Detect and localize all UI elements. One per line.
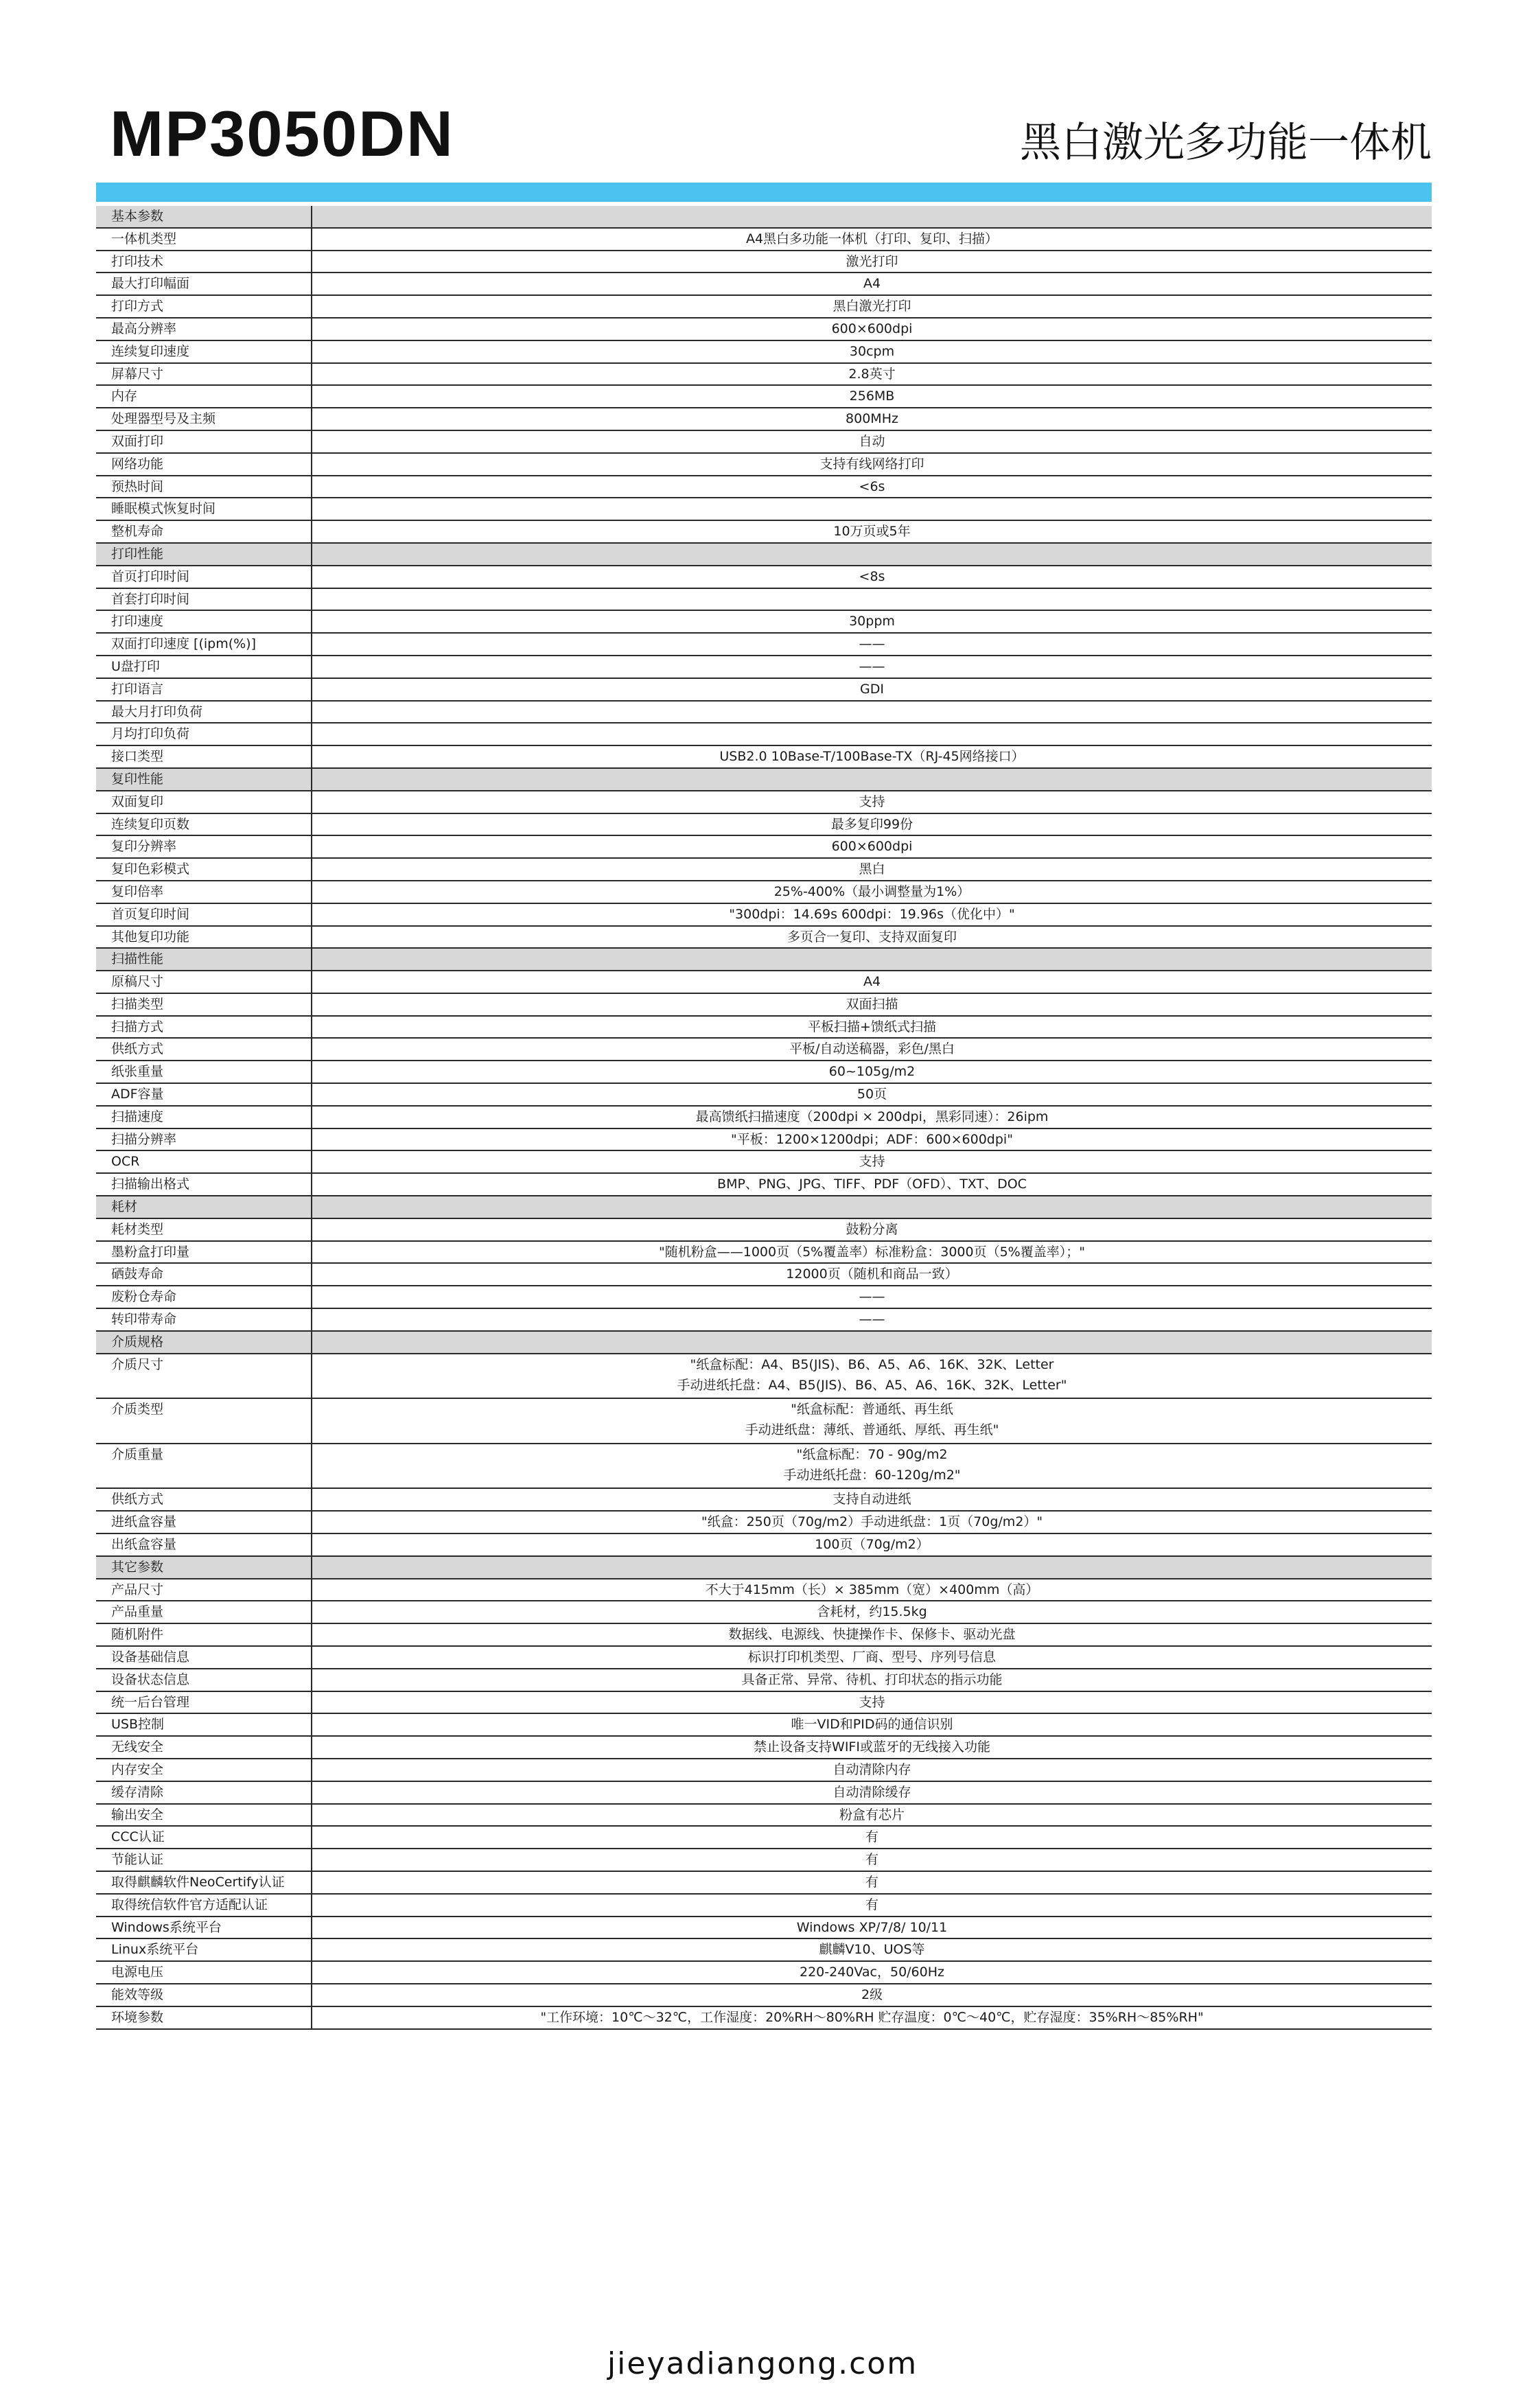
spec-row bbox=[96, 1669, 1432, 1692]
spec-value bbox=[312, 1399, 1432, 1443]
spec-label: 设备基础信息 bbox=[96, 1647, 312, 1668]
spec-row bbox=[96, 1647, 1432, 1669]
spec-label: 无线安全 bbox=[96, 1737, 312, 1758]
spec-label: 能效等级 bbox=[96, 1984, 312, 2006]
spec-label: 扫描速度 bbox=[96, 1107, 312, 1128]
spec-label: 首套打印时间 bbox=[96, 589, 312, 610]
spec-table bbox=[96, 206, 1432, 2030]
spec-value: 有 bbox=[865, 1852, 878, 1868]
spec-row bbox=[96, 746, 1432, 769]
spec-row bbox=[96, 2007, 1432, 2030]
spec-value: GDI bbox=[860, 681, 884, 697]
spec-value bbox=[312, 1196, 1432, 1218]
spec-row bbox=[96, 791, 1432, 814]
spec-row bbox=[96, 1512, 1432, 1534]
spec-row bbox=[96, 723, 1432, 746]
spec-row bbox=[96, 1805, 1432, 1827]
spec-value bbox=[312, 544, 1432, 565]
spec-label: 首页打印时间 bbox=[96, 566, 312, 588]
spec-label: 取得麒麟软件NeoCertify认证 bbox=[96, 1872, 312, 1893]
spec-value bbox=[312, 723, 1432, 745]
spec-row bbox=[96, 341, 1432, 364]
spec-label: 整机寿命 bbox=[96, 521, 312, 542]
spec-label: 纸张重量 bbox=[96, 1061, 312, 1083]
spec-row bbox=[96, 454, 1432, 476]
spec-row bbox=[96, 1061, 1432, 1084]
spec-value: Windows XP/7/8/ 10/11 bbox=[796, 1919, 948, 1935]
spec-value: 禁止设备支持WIFI或蓝牙的无线接入功能 bbox=[754, 1739, 990, 1755]
spec-row bbox=[96, 1849, 1432, 1872]
spec-row bbox=[96, 971, 1432, 994]
spec-label: 随机附件 bbox=[96, 1624, 312, 1645]
spec-value: 有 bbox=[865, 1829, 878, 1845]
spec-label: 统一后台管理 bbox=[96, 1692, 312, 1713]
section-header bbox=[96, 949, 1432, 971]
spec-row bbox=[96, 634, 1432, 656]
section-title: 耗材 bbox=[96, 1196, 312, 1218]
spec-value: 自动 bbox=[859, 433, 885, 449]
spec-row bbox=[96, 229, 1432, 251]
spec-value: 具备正常、异常、待机、打印状态的指示功能 bbox=[741, 1671, 1003, 1687]
accent-bar bbox=[96, 183, 1432, 202]
spec-label: 打印技术 bbox=[96, 251, 312, 273]
spec-value: "300dpi：14.69s 600dpi：19.96s（优化中）" bbox=[729, 906, 1015, 922]
spec-value: 100页（70g/m2） bbox=[815, 1537, 929, 1553]
spec-label: 介质尺寸 bbox=[96, 1354, 312, 1398]
spec-value: —— bbox=[859, 1289, 885, 1305]
spec-label: 耗材类型 bbox=[96, 1219, 312, 1240]
spec-value: 粉盒有芯片 bbox=[839, 1807, 905, 1822]
spec-row bbox=[96, 386, 1432, 408]
spec-value: —— bbox=[859, 1312, 885, 1328]
spec-row bbox=[96, 611, 1432, 634]
spec-row bbox=[96, 1534, 1432, 1557]
spec-value: A4 bbox=[863, 276, 881, 292]
spec-label: 原稿尺寸 bbox=[96, 971, 312, 993]
spec-label: 扫描分辨率 bbox=[96, 1129, 312, 1150]
spec-value: <8s bbox=[859, 568, 885, 584]
footer-url: jieyadiangong.com bbox=[607, 2346, 918, 2381]
spec-value bbox=[312, 949, 1432, 970]
spec-value: 25%-400%（最小调整量为1%） bbox=[773, 883, 970, 899]
spec-label: 其他复印功能 bbox=[96, 927, 312, 948]
spec-value: 自动清除内存 bbox=[833, 1761, 911, 1777]
spec-value: 麒麟V10、UOS等 bbox=[819, 1942, 925, 1958]
spec-label: 供纸方式 bbox=[96, 1489, 312, 1510]
spec-label: 内存 bbox=[96, 386, 312, 407]
spec-value: 30cpm bbox=[849, 343, 895, 359]
spec-label: 连续复印速度 bbox=[96, 341, 312, 362]
spec-value: 有 bbox=[865, 1897, 878, 1912]
spec-label: 最高分辨率 bbox=[96, 319, 312, 340]
spec-row bbox=[96, 431, 1432, 454]
spec-value: A4黑白多功能一体机（打印、复印、扫描） bbox=[745, 231, 999, 246]
spec-label: 连续复印页数 bbox=[96, 814, 312, 835]
spec-row bbox=[96, 904, 1432, 927]
spec-label: 复印倍率 bbox=[96, 881, 312, 903]
section-title: 其它参数 bbox=[96, 1557, 312, 1578]
spec-label: 产品重量 bbox=[96, 1601, 312, 1623]
spec-row bbox=[96, 1759, 1432, 1782]
section-header bbox=[96, 1557, 1432, 1579]
spec-row bbox=[96, 1714, 1432, 1737]
spec-row bbox=[96, 994, 1432, 1017]
spec-label: 缓存清除 bbox=[96, 1782, 312, 1803]
spec-value bbox=[312, 498, 1432, 520]
spec-label: 复印分辨率 bbox=[96, 836, 312, 857]
spec-value bbox=[312, 1557, 1432, 1578]
spec-value: 220-240Vac，50/60Hz bbox=[799, 1965, 944, 1980]
spec-value: 黑白激光打印 bbox=[833, 299, 911, 314]
spec-label: 设备状态信息 bbox=[96, 1669, 312, 1691]
spec-row bbox=[96, 927, 1432, 949]
spec-label: 双面复印 bbox=[96, 791, 312, 813]
spec-value: —— bbox=[859, 636, 885, 652]
spec-value: 含耗材，约15.5kg bbox=[817, 1604, 927, 1620]
spec-label: 进纸盒容量 bbox=[96, 1512, 312, 1533]
spec-label: 扫描类型 bbox=[96, 994, 312, 1015]
spec-value: 60~105g/m2 bbox=[828, 1064, 916, 1080]
spec-row bbox=[96, 1624, 1432, 1647]
spec-label: 扫描输出格式 bbox=[96, 1174, 312, 1195]
spec-value bbox=[312, 206, 1432, 227]
spec-value: BMP、PNG、JPG、TIFF、PDF（OFD）、TXT、DOC bbox=[717, 1177, 1027, 1192]
spec-label: OCR bbox=[96, 1151, 312, 1172]
spec-label: 打印速度 bbox=[96, 611, 312, 632]
spec-row bbox=[96, 859, 1432, 881]
spec-label: 处理器型号及主频 bbox=[96, 408, 312, 430]
spec-row bbox=[96, 566, 1432, 589]
spec-label: 首页复印时间 bbox=[96, 904, 312, 925]
spec-row bbox=[96, 589, 1432, 612]
spec-value bbox=[312, 589, 1432, 610]
spec-label: 预热时间 bbox=[96, 476, 312, 498]
spec-value: 30ppm bbox=[849, 614, 895, 629]
spec-label: 墨粉盒打印量 bbox=[96, 1242, 312, 1263]
spec-row bbox=[96, 1895, 1432, 1917]
spec-label: 复印色彩模式 bbox=[96, 859, 312, 880]
spec-value: 唯一VID和PID码的通信识别 bbox=[791, 1717, 953, 1733]
spec-row bbox=[96, 1737, 1432, 1759]
spec-label: 屏幕尺寸 bbox=[96, 364, 312, 385]
spec-row bbox=[96, 1917, 1432, 1940]
spec-label: 双面打印速度 [(ipm(%)] bbox=[96, 634, 312, 655]
spec-value: 2.8英寸 bbox=[848, 366, 896, 382]
spec-row bbox=[96, 1984, 1432, 2007]
spec-row bbox=[96, 1489, 1432, 1512]
spec-value: 激光打印 bbox=[846, 253, 898, 269]
spec-row bbox=[96, 1601, 1432, 1624]
spec-label: 环境参数 bbox=[96, 2007, 312, 2028]
spec-label: Linux系统平台 bbox=[96, 1939, 312, 1960]
spec-value: 双面扫描 bbox=[846, 996, 898, 1012]
spec-label: 最大月打印负荷 bbox=[96, 702, 312, 723]
spec-value: A4 bbox=[863, 974, 881, 990]
spec-row bbox=[96, 679, 1432, 702]
spec-row bbox=[96, 881, 1432, 904]
spec-value-line: 手动进纸托盘：A4、B5(JIS)、B6、A5、A6、16K、32K、Letter" bbox=[677, 1377, 1067, 1393]
spec-row bbox=[96, 1827, 1432, 1849]
spec-row bbox=[96, 273, 1432, 296]
section-title: 复印性能 bbox=[96, 769, 312, 790]
section-header bbox=[96, 1196, 1432, 1219]
spec-label: 电源电压 bbox=[96, 1962, 312, 1983]
spec-label: 接口类型 bbox=[96, 746, 312, 767]
spec-label: 扫描方式 bbox=[96, 1017, 312, 1038]
spec-value: 800MHz bbox=[846, 411, 898, 427]
spec-label: U盘打印 bbox=[96, 656, 312, 678]
spec-value-line: "纸盒标配：A4、B5(JIS)、B6、A5、A6、16K、32K、Letter bbox=[690, 1356, 1054, 1372]
spec-row bbox=[96, 1286, 1432, 1309]
spec-value bbox=[312, 702, 1432, 723]
spec-label: 节能认证 bbox=[96, 1849, 312, 1871]
spec-value: 最高馈纸扫描速度（200dpi × 200dpi，黑彩同速）：26ipm bbox=[695, 1109, 1049, 1124]
spec-value: 鼓粉分离 bbox=[846, 1221, 898, 1237]
spec-label: ADF容量 bbox=[96, 1084, 312, 1105]
spec-row bbox=[96, 1264, 1432, 1286]
spec-label: Windows系统平台 bbox=[96, 1917, 312, 1938]
spec-value: 50页 bbox=[857, 1087, 887, 1102]
spec-row bbox=[96, 1107, 1432, 1129]
spec-row bbox=[96, 251, 1432, 274]
spec-label: 双面打印 bbox=[96, 431, 312, 452]
spec-value: 10万页或5年 bbox=[833, 524, 911, 540]
spec-row bbox=[96, 408, 1432, 431]
section-header bbox=[96, 544, 1432, 566]
spec-value: 有 bbox=[865, 1874, 878, 1890]
section-title: 介质规格 bbox=[96, 1332, 312, 1353]
model-title: MP3050DN bbox=[110, 97, 454, 170]
spec-value: 数据线、电源线、快捷操作卡、保修卡、驱动光盘 bbox=[728, 1627, 1016, 1643]
spec-label: 供纸方式 bbox=[96, 1039, 312, 1060]
spec-label: 一体机类型 bbox=[96, 229, 312, 250]
spec-value: 支持 bbox=[859, 1694, 885, 1710]
spec-value: 多页合一复印、支持双面复印 bbox=[787, 929, 957, 945]
spec-row bbox=[96, 364, 1432, 386]
spec-row bbox=[96, 1354, 1432, 1400]
section-title: 打印性能 bbox=[96, 544, 312, 565]
spec-value: 标识打印机类型、厂商、型号、序列号信息 bbox=[747, 1649, 996, 1665]
spec-label: 网络功能 bbox=[96, 454, 312, 475]
spec-value: 支持 bbox=[859, 1154, 885, 1170]
spec-label: 废粉仓寿命 bbox=[96, 1286, 312, 1308]
spec-value: "工作环境：10℃～32℃，工作湿度：20%RH～80%RH 贮存温度：0℃～40℃，贮存湿度：35%RH～85%RH" bbox=[540, 2009, 1204, 2025]
spec-row bbox=[96, 1579, 1432, 1602]
spec-value: 256MB bbox=[849, 389, 895, 404]
spec-label: 内存安全 bbox=[96, 1759, 312, 1781]
spec-value: 不大于415mm（长）× 385mm（宽）×400mm（高） bbox=[705, 1582, 1039, 1597]
spec-row bbox=[96, 1872, 1432, 1895]
spec-label: 打印方式 bbox=[96, 296, 312, 317]
spec-value: <6s bbox=[859, 478, 885, 494]
spec-label: 睡眠模式恢复时间 bbox=[96, 498, 312, 520]
spec-row bbox=[96, 296, 1432, 319]
spec-row bbox=[96, 702, 1432, 724]
spec-row bbox=[96, 1129, 1432, 1152]
spec-value: 平板扫描+馈纸式扫描 bbox=[808, 1019, 936, 1034]
spec-label: 打印语言 bbox=[96, 679, 312, 700]
spec-value: 600×600dpi bbox=[831, 839, 913, 855]
section-title: 扫描性能 bbox=[96, 949, 312, 970]
spec-row bbox=[96, 1399, 1432, 1444]
spec-row bbox=[96, 1084, 1432, 1107]
spec-value: 最多复印99份 bbox=[830, 816, 913, 832]
spec-label: 最大打印幅面 bbox=[96, 273, 312, 294]
spec-row bbox=[96, 476, 1432, 499]
spec-value: 黑白 bbox=[859, 861, 885, 877]
spec-value: 自动清除缓存 bbox=[833, 1784, 911, 1800]
spec-row bbox=[96, 1782, 1432, 1805]
spec-label: 月均打印负荷 bbox=[96, 723, 312, 745]
spec-row bbox=[96, 1444, 1432, 1490]
spec-value: "平板：1200×1200dpi；ADF：600×600dpi" bbox=[731, 1131, 1013, 1147]
spec-row bbox=[96, 814, 1432, 837]
spec-value: 平板/自动送稿器，彩色/黑白 bbox=[789, 1041, 955, 1057]
spec-label: CCC认证 bbox=[96, 1827, 312, 1848]
section-header bbox=[96, 206, 1432, 229]
spec-value-line: 手动进纸盘：薄纸、普通纸、厚纸、再生纸" bbox=[745, 1422, 999, 1438]
spec-row bbox=[96, 1939, 1432, 1962]
spec-value bbox=[312, 1332, 1432, 1353]
spec-label: 输出安全 bbox=[96, 1805, 312, 1826]
product-subtitle: 黑白激光多功能一体机 bbox=[1020, 119, 1432, 167]
spec-label: 出纸盒容量 bbox=[96, 1534, 312, 1555]
spec-value: USB2.0 10Base-T/100Base-TX（RJ-45网络接口） bbox=[719, 749, 1025, 765]
spec-value bbox=[312, 1444, 1432, 1488]
spec-value-line: 手动进纸托盘：60-120g/m2" bbox=[783, 1467, 961, 1483]
spec-row bbox=[96, 498, 1432, 521]
spec-row bbox=[96, 1242, 1432, 1264]
spec-value: 2级 bbox=[861, 1987, 883, 2002]
section-title: 基本参数 bbox=[96, 206, 312, 227]
section-header bbox=[96, 1332, 1432, 1354]
spec-value: "纸盒：250页（70g/m2）手动进纸盘：1页（70g/m2）" bbox=[701, 1514, 1043, 1530]
spec-value: 支持 bbox=[859, 794, 885, 809]
spec-label: 介质重量 bbox=[96, 1444, 312, 1488]
spec-label: 取得统信软件官方适配认证 bbox=[96, 1895, 312, 1916]
spec-row bbox=[96, 1017, 1432, 1039]
spec-value: 支持自动进纸 bbox=[833, 1492, 911, 1507]
spec-value: "随机粉盒——1000页（5%覆盖率）标准粉盒：3000页（5%覆盖率）；" bbox=[659, 1244, 1085, 1260]
spec-row bbox=[96, 1309, 1432, 1332]
spec-value: —— bbox=[859, 658, 885, 674]
spec-value bbox=[312, 769, 1432, 790]
spec-row bbox=[96, 1039, 1432, 1061]
spec-row bbox=[96, 1151, 1432, 1174]
spec-value-line: "纸盒标配：普通纸、再生纸 bbox=[791, 1402, 953, 1417]
spec-row bbox=[96, 836, 1432, 859]
spec-row bbox=[96, 521, 1432, 544]
spec-label: 转印带寿命 bbox=[96, 1309, 312, 1330]
spec-row bbox=[96, 1219, 1432, 1242]
section-header bbox=[96, 769, 1432, 791]
spec-label: 介质类型 bbox=[96, 1399, 312, 1443]
spec-row bbox=[96, 319, 1432, 341]
spec-value: 600×600dpi bbox=[831, 321, 913, 336]
spec-row bbox=[96, 1692, 1432, 1715]
spec-label: 产品尺寸 bbox=[96, 1579, 312, 1601]
spec-value: 12000页（随机和商品一致） bbox=[786, 1266, 958, 1282]
spec-label: 硒鼓寿命 bbox=[96, 1264, 312, 1285]
spec-label: USB控制 bbox=[96, 1714, 312, 1735]
spec-value bbox=[312, 1354, 1432, 1398]
spec-row bbox=[96, 656, 1432, 679]
spec-row bbox=[96, 1174, 1432, 1196]
spec-value: 支持有线网络打印 bbox=[819, 456, 924, 472]
spec-value-line: "纸盒标配：70 - 90g/m2 bbox=[796, 1446, 948, 1462]
spec-row bbox=[96, 1962, 1432, 1984]
